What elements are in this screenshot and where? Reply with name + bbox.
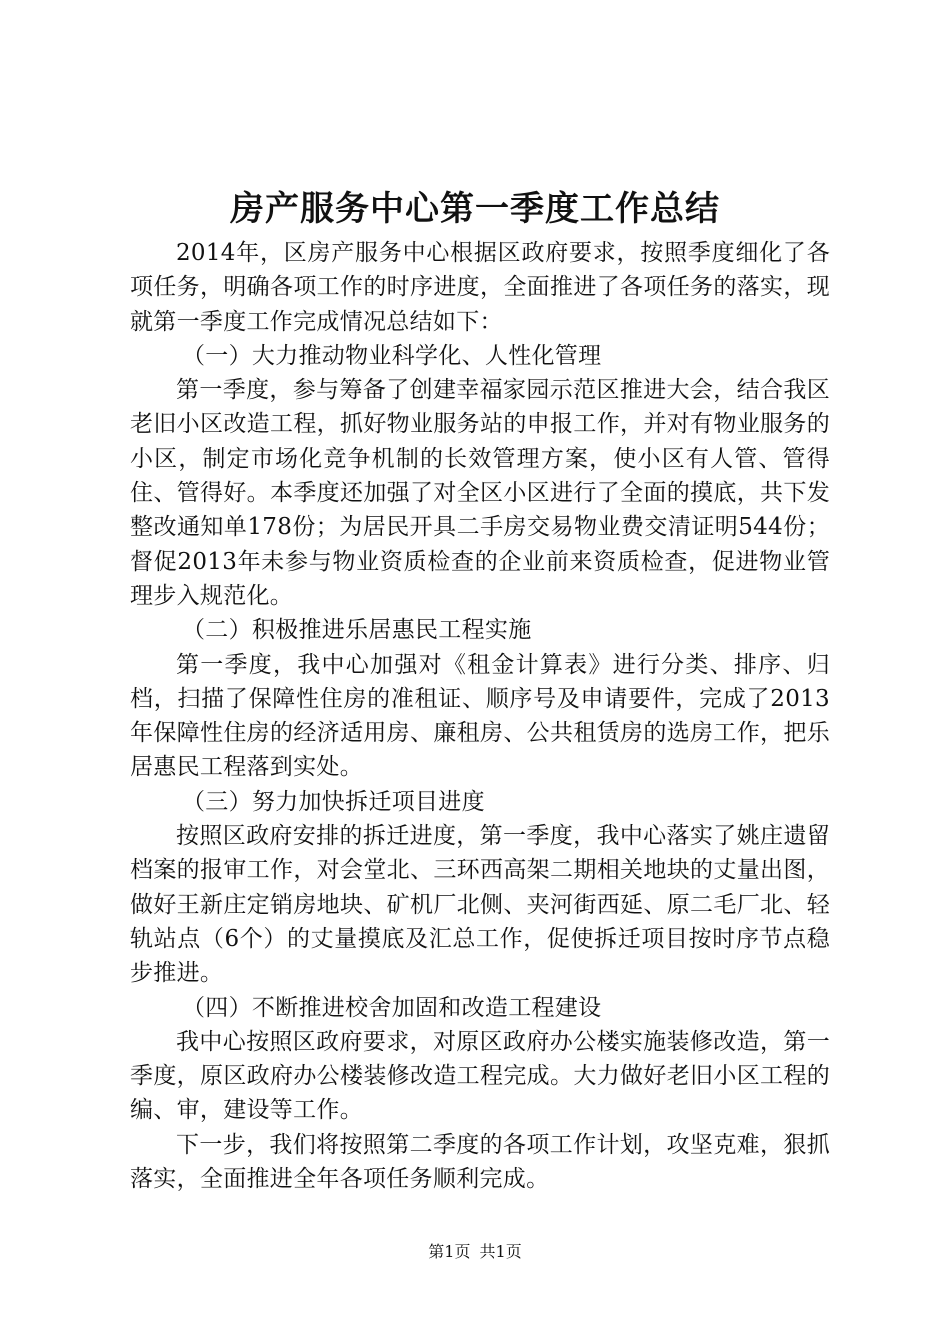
page-total: 共1页 (479, 1242, 522, 1261)
document-body (130, 236, 830, 1196)
section-paragraph-1: 第一季度，参与筹备了创建幸福家园示范区推进大会，结合我区老旧小区改造工程，抓好物业服务站的申报工作，并对有物业服务的小区，制定市场化竞争机制的长效管理方案，使小区有人管、管得住、管得好。本季度还加强了对全区小区进行了全面的摸底，共下发整改通知单178份；为居民开具二手房交易物业费交清证明544份；督促2013年未参与物业资质检查的企业前来资质检查，促进物业管理步入规范化。 (130, 377, 830, 609)
intro-paragraph: 2014年，区房产服务中心根据区政府要求，按照季度细化了各项任务，明确各项工作的时序进度，全面推进了各项任务的落实，现就第一季度工作完成情况总结如下： (130, 240, 830, 335)
section-paragraph-4: 我中心按照区政府要求，对原区政府办公楼实施装修改造，第一季度，原区政府办公楼装修改造工程完成。大力做好老旧小区工程的编、审，建设等工作。 (130, 1028, 830, 1124)
section-paragraph-2: 第一季度，我中心加强对《租金计算表》进行分类、排序、归档，扫描了保障性住房的准租证、顺序号及申请要件，完成了2013年保障性住房的经济适用房、廉租房、公共租赁房的选房工作，把乐居惠民工程落到实处。 (130, 651, 830, 781)
section-paragraph-3: 按照区政府安排的拆迁进度，第一季度，我中心落实了姚庄遗留档案的报审工作，对会堂北、三环西高架二期相关地块的丈量出图，做好王新庄定销房地块、矿机厂北侧、夹河街西延、原二毛厂北、轻轨站点（6个）的丈量摸底及汇总工作，促使拆迁项目按时序节点稳步推进。 (130, 823, 830, 987)
section-heading-3: （三）努力加快拆迁项目进度 (182, 788, 485, 815)
section-heading-4: （四）不断推进校舍加固和改造工程建设 (182, 994, 602, 1021)
section-heading-1: （一）大力推动物业科学化、人性化管理 (182, 342, 602, 369)
closing-paragraph: 下一步，我们将按照第二季度的各项工作计划，攻坚克难，狠抓落实，全面推进全年各项任务顺利完成。 (130, 1131, 830, 1193)
document-title: 房产服务中心第一季度工作总结 (230, 189, 720, 229)
page-number: 第1页 (428, 1242, 471, 1261)
page-footer (0, 1241, 950, 1263)
section-heading-2: （二）积极推进乐居惠民工程实施 (182, 617, 532, 644)
